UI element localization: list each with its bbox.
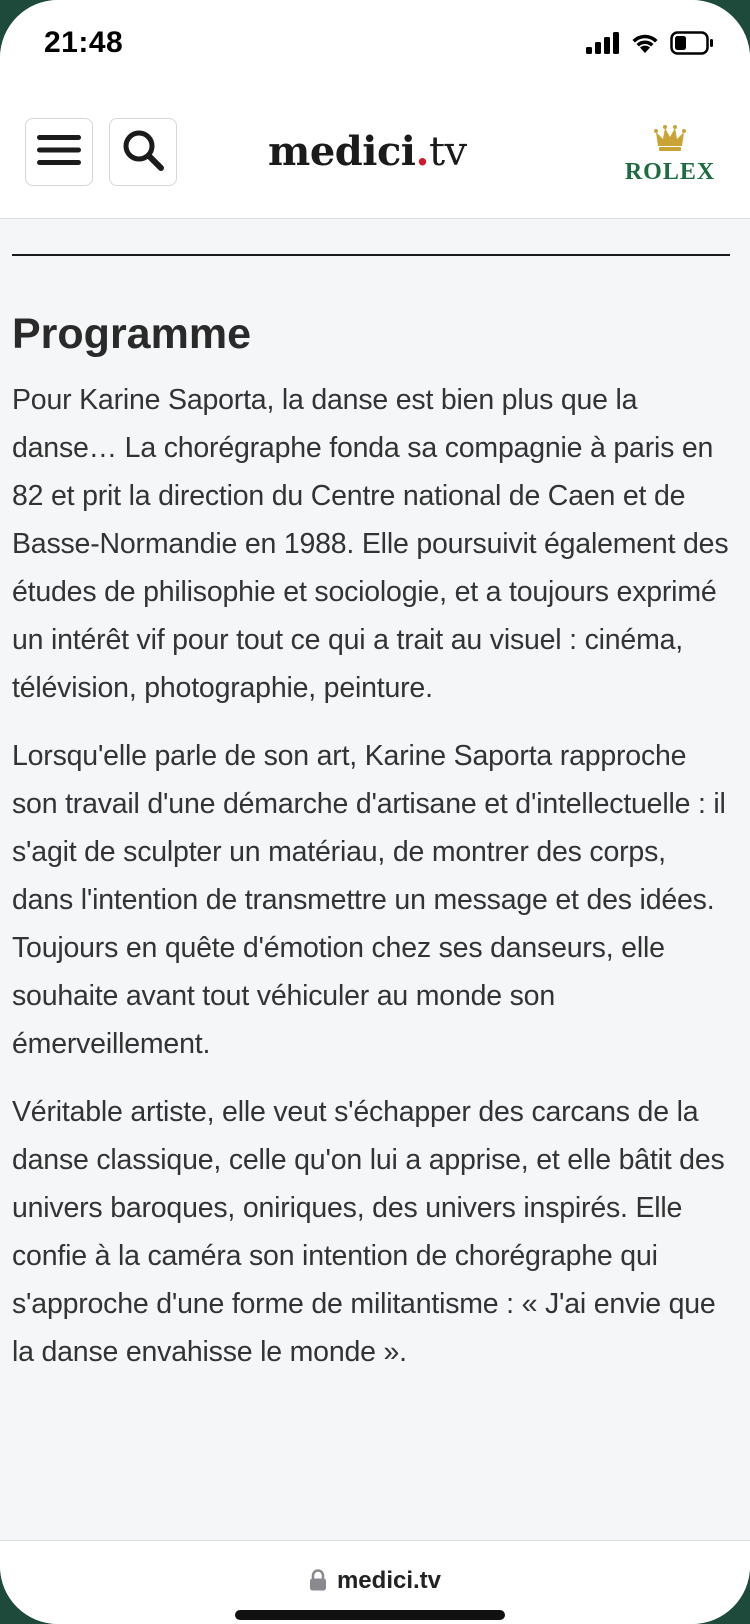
rolex-sponsor[interactable] (620, 124, 720, 184)
paragraph-3: Véritable artiste, elle veut s'échapper des carcans de la danse classique, celle qu'on lui a apprise, et elle bâtit des univers baroques, oniriques, des univers inspirés. Elle confie à la caméra son intention de chorégraphe qui s'approche d'une forme de militantisme : « J'ai envie que la danse envahisse le monde ». (12, 1096, 725, 1368)
battery-icon (670, 31, 714, 60)
logo-suffix: tv (428, 129, 467, 175)
menu-button[interactable] (25, 118, 93, 186)
search-icon (121, 128, 165, 177)
logo-brand: medici (268, 128, 416, 175)
logo-dot: . (415, 128, 429, 175)
status-time: 21:48 (44, 26, 124, 59)
hamburger-menu-icon (37, 133, 81, 172)
status-bar (0, 0, 750, 92)
wifi-icon (630, 32, 660, 59)
url-text: medici.tv (336, 1567, 442, 1594)
programme-content (12, 219, 732, 1376)
crown-icon (654, 139, 686, 156)
lock-icon (309, 1569, 327, 1598)
search-button[interactable] (109, 118, 177, 186)
home-indicator[interactable] (235, 1610, 505, 1620)
site-header (0, 92, 750, 219)
signal-icon (586, 32, 620, 59)
status-icons (586, 32, 714, 58)
medici-logo[interactable] (268, 128, 467, 175)
url-display[interactable] (0, 1567, 750, 1598)
section-title: Programme (12, 310, 251, 358)
sponsor-label: ROLEX (624, 159, 716, 185)
section-divider (12, 254, 730, 256)
paragraph-2: Lorsqu'elle parle de son art, Karine Saporta rapproche son travail d'une démarche d'artisane et d'intellectuelle : il s'agit de sculpter un matériau, de montrer des corps, dans l'intention de transmettre un message et des idées. Toujours en quête d'émotion chez ses danseurs, elle souhaite avant tout véhiculer au monde son émerveillement. (12, 740, 726, 1060)
paragraph-1: Pour Karine Saporta, la danse est bien plus que la danse… La chorégraphe fonda sa compagnie à paris en 82 et prit la direction du Centre national de Caen et de Basse-Normandie en 1988. Elle poursuivit également des études de philisophie et sociologie, et a toujours exprimé un intérêt vif pour tout ce qui a trait au visuel : cinéma, télévision, photographie, peinture. (12, 384, 729, 704)
